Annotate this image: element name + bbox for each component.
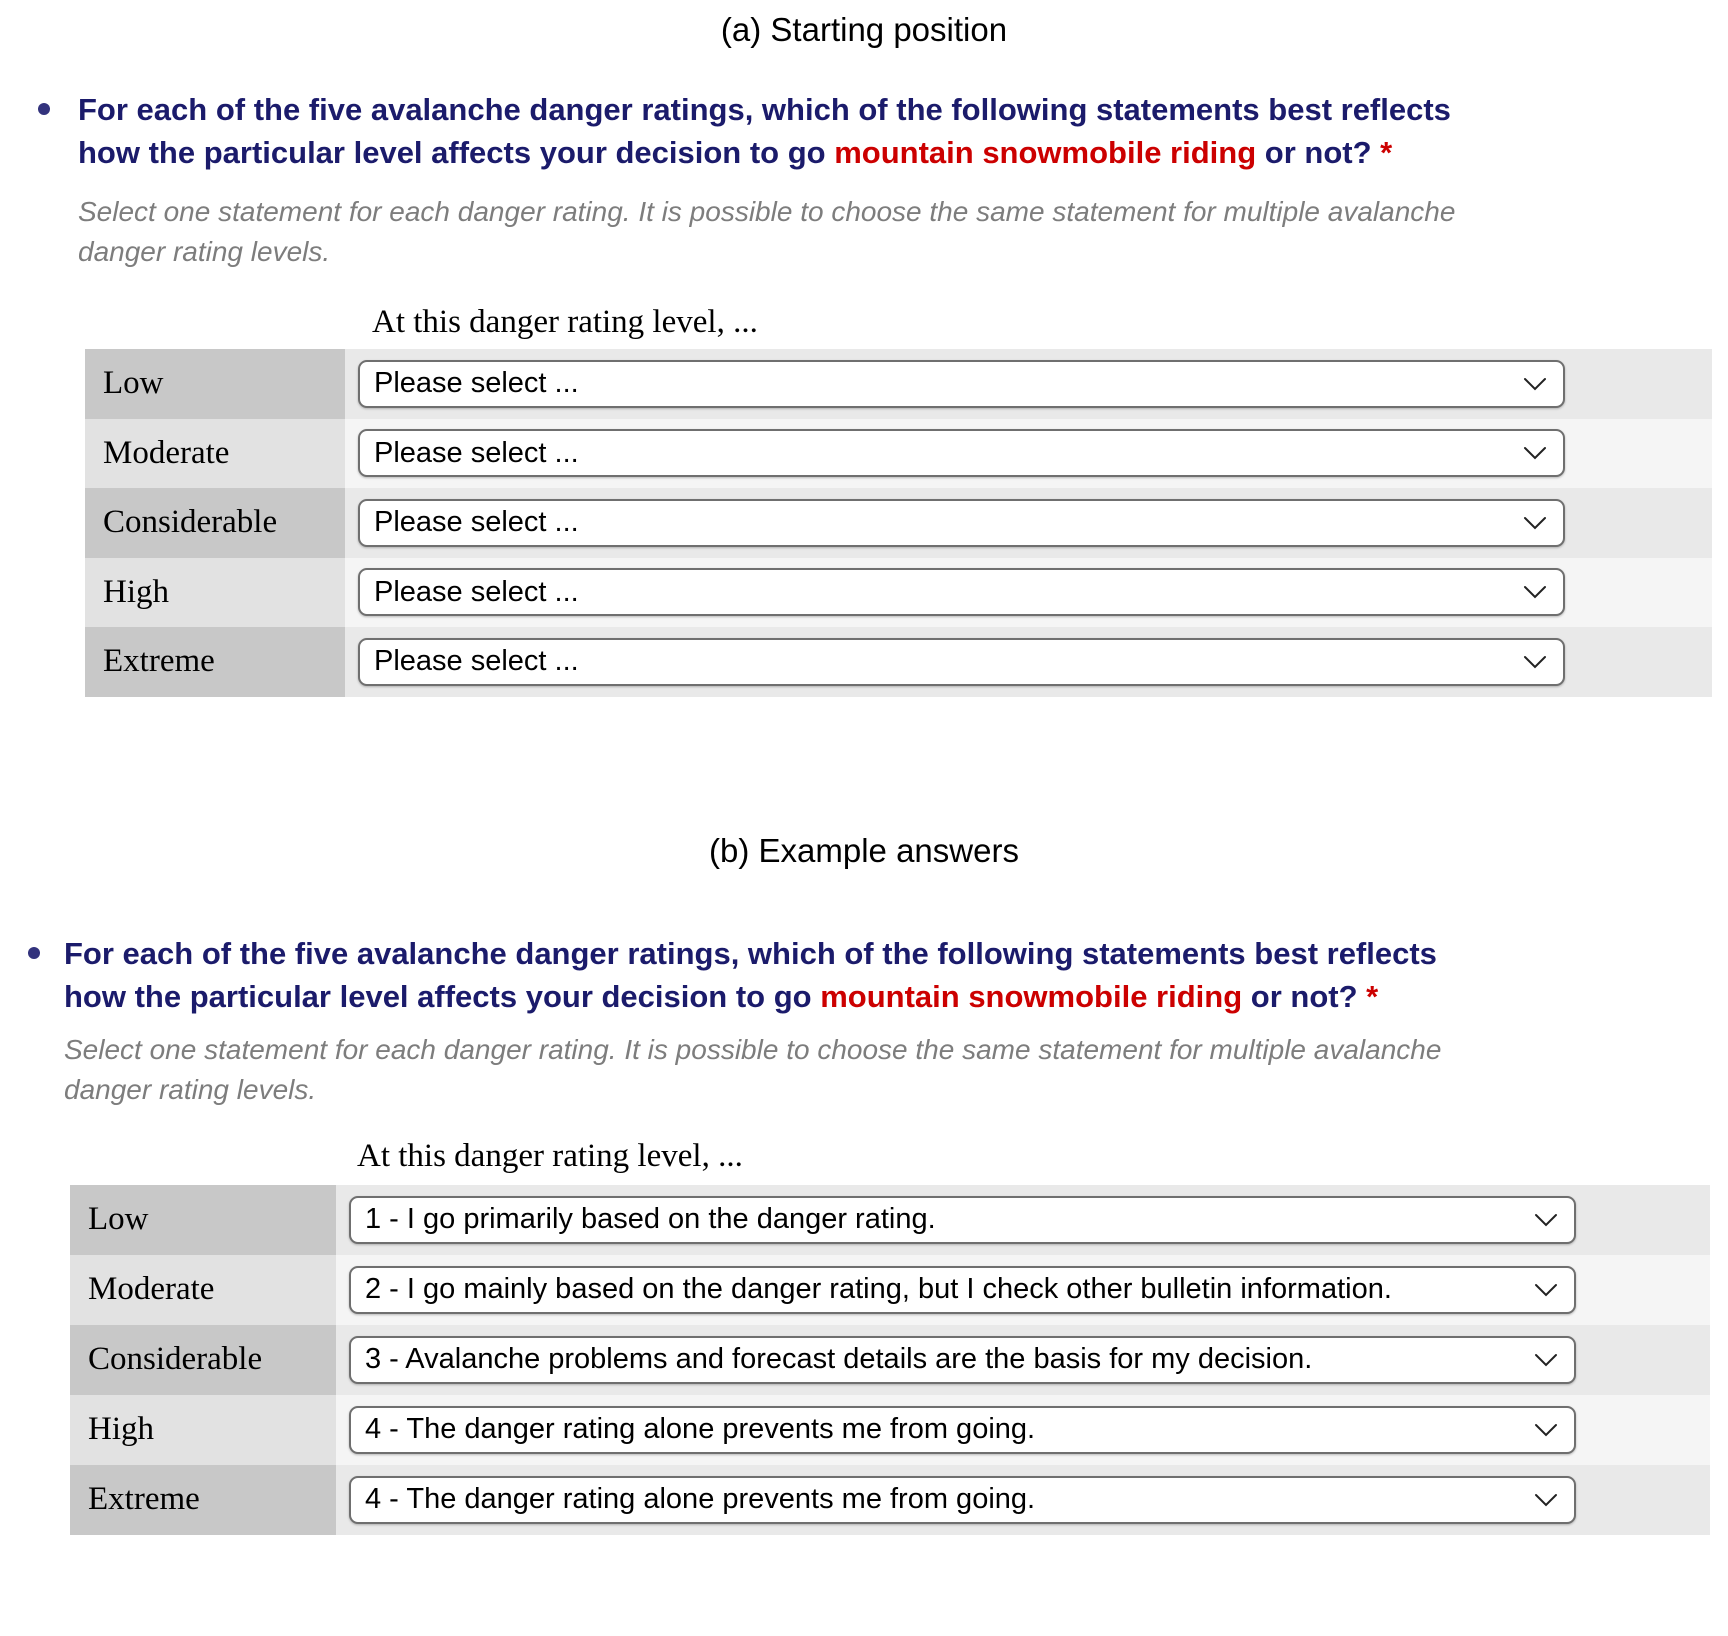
question-block xyxy=(0,932,1728,1018)
answer-select-low[interactable] xyxy=(349,1196,1576,1244)
row-label: Extreme xyxy=(85,627,345,697)
question-suffix: or not? xyxy=(1256,135,1381,170)
select-value: 1 - I go primarily based on the danger rating. xyxy=(365,1203,936,1235)
panel-starting-position xyxy=(0,0,1728,697)
answer-select-extreme[interactable] xyxy=(349,1476,1576,1524)
row-label: High xyxy=(85,558,345,628)
question-prefix: For each of the five avalanche danger ratings, which of the following statements best reflects how the particular level affects your decision to go xyxy=(78,92,1451,170)
answer-matrix xyxy=(85,349,1712,697)
table-row-extreme xyxy=(85,627,1712,697)
question-suffix: or not? xyxy=(1242,978,1367,1014)
chevron-down-icon xyxy=(1523,377,1547,391)
table-row-low xyxy=(70,1185,1710,1255)
panel-caption: (b) Example answers xyxy=(709,831,1019,869)
row-area xyxy=(345,419,1712,489)
answer-select-considerable[interactable] xyxy=(358,499,1565,547)
chevron-down-icon xyxy=(1523,655,1547,669)
table-row-moderate xyxy=(70,1255,1710,1325)
row-area xyxy=(336,1255,1710,1325)
row-area xyxy=(336,1395,1710,1465)
answer-matrix xyxy=(70,1185,1710,1535)
table-row-extreme xyxy=(70,1465,1710,1535)
row-label: Extreme xyxy=(70,1465,336,1535)
question-hint: Select one statement for each danger rating. It is possible to choose the same statement for multiple avalanche danger rating levels. xyxy=(64,1033,1442,1105)
answer-select-high[interactable] xyxy=(349,1406,1576,1454)
select-value: 3 - Avalanche problems and forecast details are the basis for my decision. xyxy=(365,1343,1313,1375)
row-area xyxy=(336,1185,1710,1255)
answer-select-high[interactable] xyxy=(358,568,1565,616)
answer-select-moderate[interactable] xyxy=(349,1266,1576,1314)
panel-caption: (a) Starting position xyxy=(720,11,1008,48)
select-value: Please select ... xyxy=(374,436,579,469)
chevron-down-icon xyxy=(1534,1213,1558,1227)
question-hint: Select one statement for each danger rating. It is possible to choose the same statement for multiple avalanche danger rating levels. xyxy=(78,196,1456,267)
question-text xyxy=(50,88,1510,174)
chevron-down-icon xyxy=(1534,1423,1558,1437)
row-label: High xyxy=(70,1395,336,1465)
chevron-down-icon xyxy=(1523,585,1547,599)
row-area xyxy=(345,488,1712,558)
row-area xyxy=(336,1465,1710,1535)
question-text xyxy=(40,932,1496,1018)
answer-select-moderate[interactable] xyxy=(358,429,1565,477)
row-label: Considerable xyxy=(70,1325,336,1395)
table-row-moderate xyxy=(85,419,1712,489)
question-highlight: mountain snowmobile riding xyxy=(834,135,1257,170)
select-value: 4 - The danger rating alone prevents me from going. xyxy=(365,1483,1036,1515)
panel-example-answers xyxy=(0,831,1728,1535)
answer-select-extreme[interactable] xyxy=(358,638,1565,686)
chevron-down-icon xyxy=(1534,1283,1558,1297)
table-row-high xyxy=(85,558,1712,628)
row-area xyxy=(345,349,1712,419)
row-label: Considerable xyxy=(85,488,345,558)
table-row-low xyxy=(85,349,1712,419)
row-area xyxy=(345,627,1712,697)
chevron-down-icon xyxy=(1523,516,1547,530)
chevron-down-icon xyxy=(1534,1493,1558,1507)
bullet-icon xyxy=(28,947,40,959)
question-prefix: For each of the five avalanche danger ratings, which of the following statements best reflects how the particular level affects your decision to go xyxy=(64,935,1437,1014)
select-value: Please select ... xyxy=(374,575,579,608)
matrix-header: At this danger rating level, ... xyxy=(372,304,758,340)
select-value: 4 - The danger rating alone prevents me from going. xyxy=(365,1413,1036,1445)
row-label: Moderate xyxy=(70,1255,336,1325)
table-row-considerable xyxy=(85,488,1712,558)
row-label: Low xyxy=(85,349,345,419)
row-label: Low xyxy=(70,1185,336,1255)
answer-select-low[interactable] xyxy=(358,360,1565,408)
matrix-header: At this danger rating level, ... xyxy=(357,1137,743,1174)
select-value: Please select ... xyxy=(374,645,579,678)
required-asterisk: * xyxy=(1366,978,1379,1014)
question-block xyxy=(0,88,1728,174)
table-row-considerable xyxy=(70,1325,1710,1395)
table-row-high xyxy=(70,1395,1710,1465)
select-value: 2 - I go mainly based on the danger rating, but I check other bulletin information. xyxy=(365,1273,1392,1305)
row-area xyxy=(345,558,1712,628)
select-value: Please select ... xyxy=(374,506,579,539)
chevron-down-icon xyxy=(1534,1353,1558,1367)
answer-select-considerable[interactable] xyxy=(349,1336,1576,1384)
row-label: Moderate xyxy=(85,419,345,489)
chevron-down-icon xyxy=(1523,446,1547,460)
bullet-icon xyxy=(38,103,50,115)
select-value: Please select ... xyxy=(374,367,579,400)
question-highlight: mountain snowmobile riding xyxy=(820,978,1243,1014)
required-asterisk: * xyxy=(1380,135,1393,170)
row-area xyxy=(336,1325,1710,1395)
